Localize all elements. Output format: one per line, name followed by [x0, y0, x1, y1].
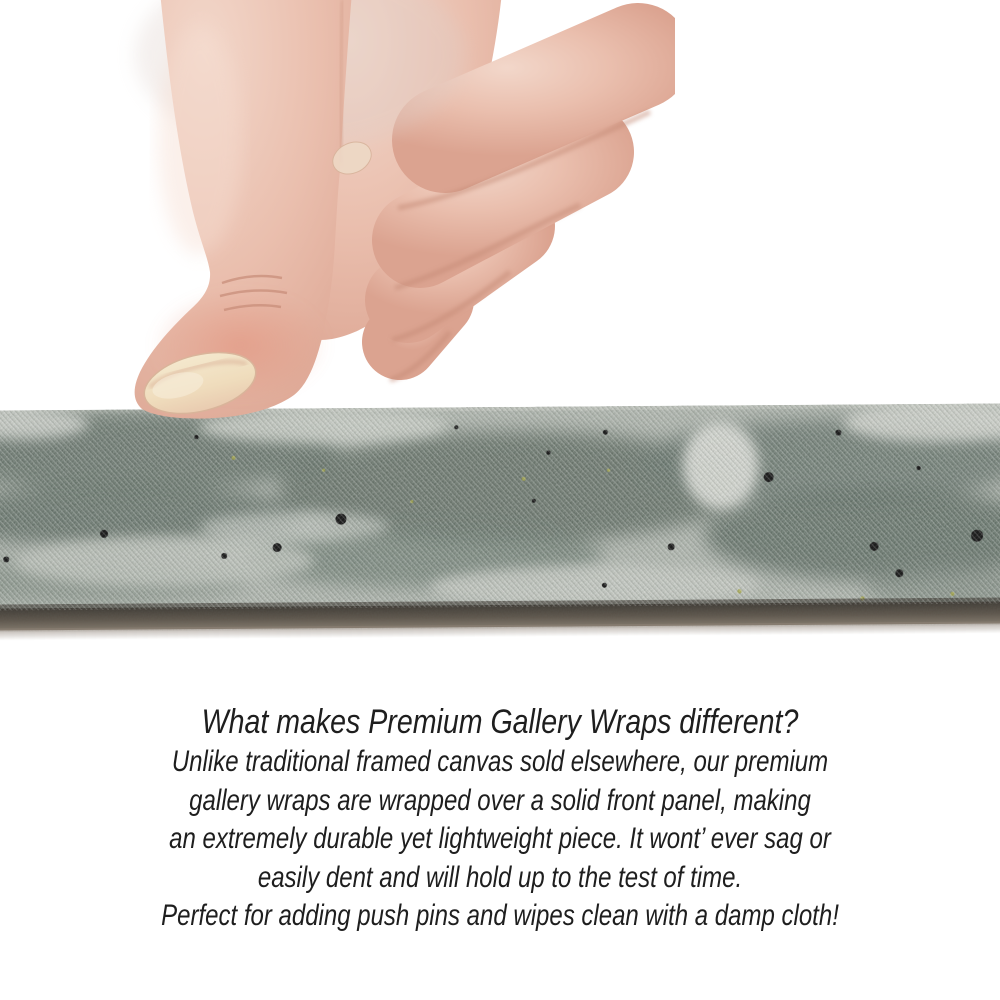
canvas-strip-art: [0, 403, 1000, 646]
description-block: [0, 701, 1000, 936]
body-line-1: Unlike traditional framed canvas sold elsewhere, our premium: [171, 745, 829, 778]
body-line-3: an extremely durable yet lightweight piece. It wont’ ever sag or: [169, 822, 831, 855]
body-line-2: gallery wraps are wrapped over a solid front panel, making: [189, 783, 811, 817]
hand-photo: [105, 0, 675, 422]
body-line-4: easily dent and will hold up to the test of time.: [257, 860, 743, 894]
canvas-face: [0, 403, 1000, 618]
panel-edge: [0, 597, 1000, 640]
heading: What makes Premium Gallery Wraps different?: [201, 703, 799, 741]
canvas-strip-photo: [0, 403, 1000, 646]
body-line-5: Perfect for adding push pins and wipes clean with a damp cloth!: [161, 899, 839, 932]
thumb-highlight: [158, 25, 242, 255]
